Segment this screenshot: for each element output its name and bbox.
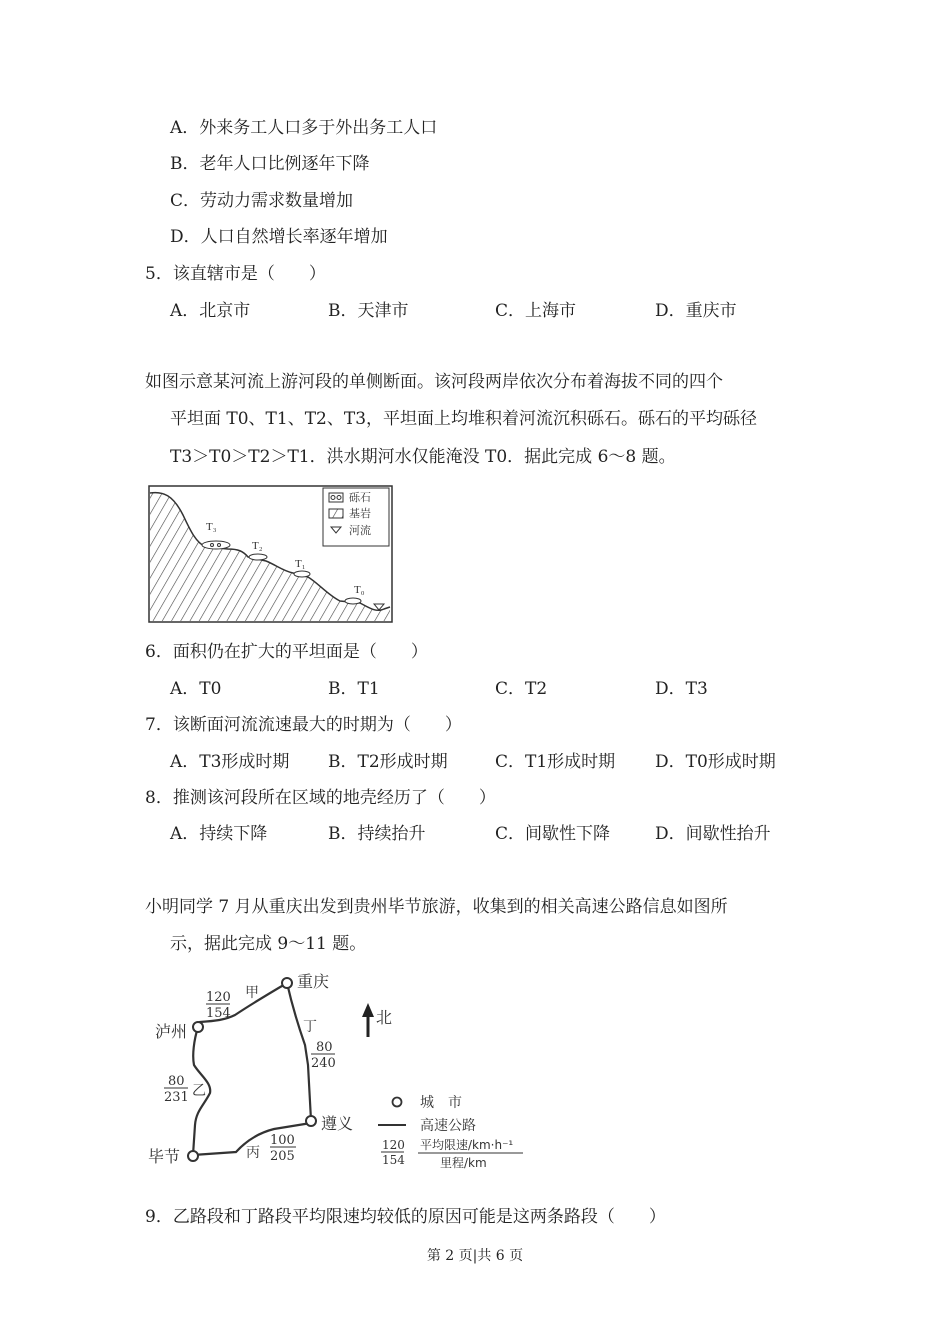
q5-option-b: B．天津市 [328,301,409,321]
legend-gravel: 砾石 [349,491,371,504]
city-marker-luzhou [193,1022,203,1032]
svg-text:80: 80 [316,1040,333,1055]
q6-option-b: B．T1 [328,679,380,699]
passage1-line2: 平坦面 T0、T1、T2、T3，平坦面上均堆积着河流沉积砾石。砾石的平均砾径 [170,409,758,429]
q5-option-c: C．上海市 [495,301,577,321]
q7-option-b: B．T2形成时期 [328,752,448,772]
q6-option-d: D．T3 [655,679,708,699]
label-t1: T₁ [295,558,306,570]
svg-text:240: 240 [311,1056,336,1071]
q4-option-c: C．劳动力需求数量增加 [170,191,354,211]
svg-text:高速公路: 高速公路 [420,1118,476,1134]
q5-stem: 5．该直辖市是（ ） [145,264,326,284]
q8-option-a: A．持续下降 [170,824,268,844]
svg-text:乙: 乙 [192,1083,206,1099]
passage1-line1: 如图示意某河流上游河段的单侧断面。该河段两岸依次分布着海拔不同的四个 [145,372,723,392]
svg-text:154: 154 [206,1006,231,1021]
svg-text:231: 231 [164,1090,189,1105]
passage1-line3: T3＞T0＞T2＞T1．洪水期河水仅能淹没 T0．据此完成 6～8 题。 [170,447,676,467]
svg-text:丙: 丙 [246,1145,260,1161]
q6-option-c: C．T2 [495,679,548,699]
north-label: 北 [376,1008,393,1027]
svg-text:100: 100 [270,1133,295,1148]
q5-option-d: D．重庆市 [655,301,737,321]
passage2-line1: 小明同学 7 月从重庆出发到贵州毕节旅游，收集到的相关高速公路信息如图所 [145,897,728,917]
city-marker-zunyi [306,1116,316,1126]
q4-option-b: B．老年人口比例逐年下降 [170,154,370,174]
q4-option-a: A．外来务工人口多于外出务工人口 [170,118,438,138]
city-marker-bijie [188,1151,198,1161]
svg-text:120: 120 [382,1138,405,1152]
label-t2: T₂ [252,540,263,552]
north-arrow-icon [362,1003,374,1017]
q6-option-a: A．T0 [170,679,222,699]
legend-bedrock: 基岩 [349,507,371,520]
svg-text:80: 80 [168,1074,185,1089]
highway-map-figure [140,965,540,1175]
q7-option-a: A．T3形成时期 [170,752,290,772]
svg-text:里程/km: 里程/km [440,1156,487,1170]
q4-option-d: D．人口自然增长率逐年增加 [170,227,388,247]
q5-option-a: A．北京市 [170,301,251,321]
legend-river: 河流 [349,524,371,537]
q6-stem: 6．面积仍在扩大的平坦面是（ ） [145,642,428,662]
city-bijie: 毕节 [148,1147,181,1166]
q8-option-c: C．间歇性下降 [495,824,611,844]
label-t3: T₃ [206,521,217,533]
terrace-cross-section-figure [148,485,393,623]
q7-option-d: D．T0形成时期 [655,752,776,772]
page-footer: 第 2 页|共 6 页 [426,1248,524,1264]
q7-option-c: C．T1形成时期 [495,752,616,772]
svg-text:205: 205 [270,1149,295,1164]
city-zunyi: 遵义 [321,1114,354,1133]
svg-text:甲: 甲 [245,985,259,1001]
svg-text:120: 120 [206,990,231,1005]
city-chongqing: 重庆 [297,972,330,991]
city-luzhou: 泸州 [155,1022,188,1041]
svg-text:154: 154 [382,1153,405,1167]
label-t0: T₀ [354,584,365,596]
q7-stem: 7．该断面河流流速最大的时期为（ ） [145,715,462,735]
svg-text:丁: 丁 [303,1019,317,1035]
q8-stem: 8．推测该河段所在区域的地壳经历了（ ） [145,788,496,808]
q9-stem: 9．乙路段和丁路段平均限速均较低的原因可能是这两条路段（ ） [145,1207,666,1227]
city-marker-chongqing [282,978,292,988]
svg-text:平均限速/km·h⁻¹: 平均限速/km·h⁻¹ [420,1138,514,1152]
passage2-line2: 示，据此完成 9～11 题。 [170,934,367,954]
q8-option-d: D．间歇性抬升 [655,824,771,844]
q8-option-b: B．持续抬升 [328,824,426,844]
svg-text:城 市: 城 市 [420,1095,462,1111]
